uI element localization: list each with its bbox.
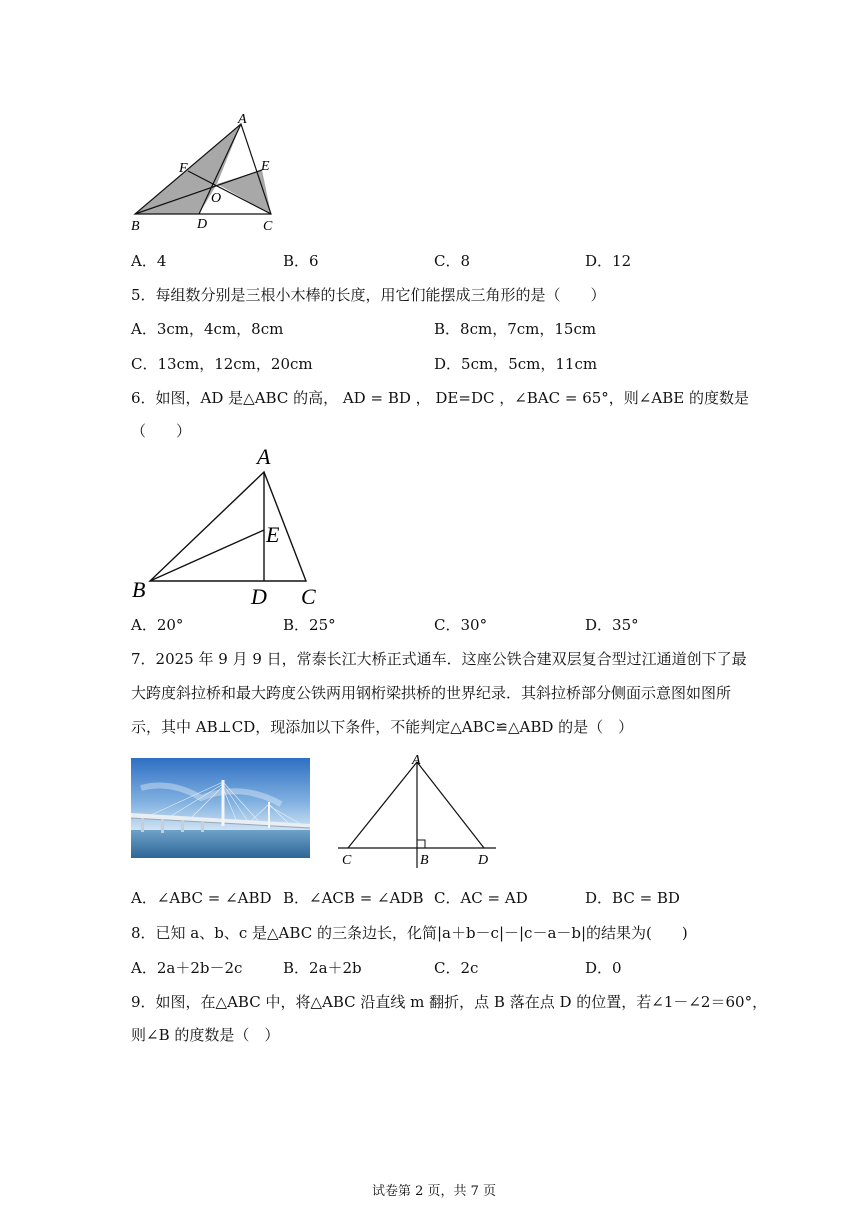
q5-stem: 5．每组数分别是三根小木棒的长度，用它们能摆成三角形的是（ ） bbox=[131, 286, 606, 304]
q5-option-a: A．3cm，4cm，8cm bbox=[131, 320, 284, 338]
label-C: C bbox=[263, 219, 273, 234]
q4-option-c: C．8 bbox=[434, 252, 471, 270]
q5-option-b: B．8cm，7cm，15cm bbox=[434, 320, 597, 338]
label-B: B bbox=[420, 853, 429, 868]
bridge-photo bbox=[131, 758, 310, 858]
label-E: E bbox=[261, 159, 270, 174]
label-D: D bbox=[478, 853, 489, 868]
q4-figure bbox=[125, 108, 285, 236]
label-A: A bbox=[238, 112, 247, 127]
q4-option-d: D．12 bbox=[585, 252, 632, 270]
q6-figure bbox=[128, 444, 328, 610]
page-footer: 试卷第 2 页，共 7 页 bbox=[371, 1184, 497, 1199]
label-C: C bbox=[342, 853, 352, 868]
q6-option-a: A．20° bbox=[131, 616, 184, 634]
q8-option-b: B．2a＋2b bbox=[283, 959, 362, 977]
q7-figure bbox=[336, 750, 500, 870]
q5-option-c: C．13cm，12cm，20cm bbox=[131, 355, 313, 373]
label-B: B bbox=[131, 219, 140, 234]
label-F: F bbox=[179, 161, 188, 176]
q8-option-c: C．2c bbox=[434, 959, 479, 977]
q5-option-d: D．5cm，5cm，11cm bbox=[434, 355, 598, 373]
q6-option-c: C．30° bbox=[434, 616, 488, 634]
q7-stem-line1: 7．2025 年 9 月 9 日，常泰长江大桥正式通车．这座公铁合建双层复合型过江通道创下了最 bbox=[131, 650, 747, 668]
q8-option-d: D．0 bbox=[585, 959, 622, 977]
q9-stem-line1: 9．如图，在△ABC 中，将△ABC 沿直线 m 翻折，点 B 落在点 D 的位置，若∠1－∠2＝60°， bbox=[131, 993, 768, 1011]
label-E: E bbox=[266, 522, 280, 547]
label-C: C bbox=[301, 584, 316, 609]
q7-option-b: B．∠ACB = ∠ADB bbox=[283, 889, 424, 907]
q4-option-b: B．6 bbox=[283, 252, 319, 270]
q6-option-b: B．25° bbox=[283, 616, 336, 634]
q8-stem: 8．已知 a、b、c 是△ABC 的三条边长，化简|a＋b－c|－|c－a－b|的结果为( ) bbox=[131, 924, 688, 942]
label-D: D bbox=[251, 584, 267, 609]
q6-option-d: D．35° bbox=[585, 616, 639, 634]
q7-stem-line2: 大跨度斜拉桥和最大跨度公铁两用钢桁梁拱桥的世界纪录．其斜拉桥部分侧面示意图如图所 bbox=[131, 684, 732, 702]
q7-option-d: D．BC = BD bbox=[585, 889, 680, 907]
q9-stem-line2: 则∠B 的度数是（ ） bbox=[131, 1026, 280, 1044]
label-D: D bbox=[197, 217, 208, 232]
q7-stem-line3: 示，其中 AB⊥CD，现添加以下条件，不能判定△ABC≌△ABD 的是（ ） bbox=[131, 718, 634, 736]
label-O: O bbox=[211, 191, 222, 206]
label-A: A bbox=[257, 444, 271, 469]
label-B: B bbox=[132, 577, 146, 602]
q6-stem-cont: （ ） bbox=[131, 422, 192, 440]
q6-stem: 6．如图，AD 是△ABC 的高， AD = BD ， DE=DC ，∠BAC = 65°，则∠ABE 的度数是 bbox=[131, 389, 749, 407]
q7-option-a: A．∠ABC = ∠ABD bbox=[131, 889, 272, 907]
q4-option-a: A．4 bbox=[131, 252, 167, 270]
label-A: A bbox=[412, 753, 421, 768]
q7-option-c: C．AC = AD bbox=[434, 889, 528, 907]
q8-option-a: A．2a＋2b－2c bbox=[131, 959, 243, 977]
